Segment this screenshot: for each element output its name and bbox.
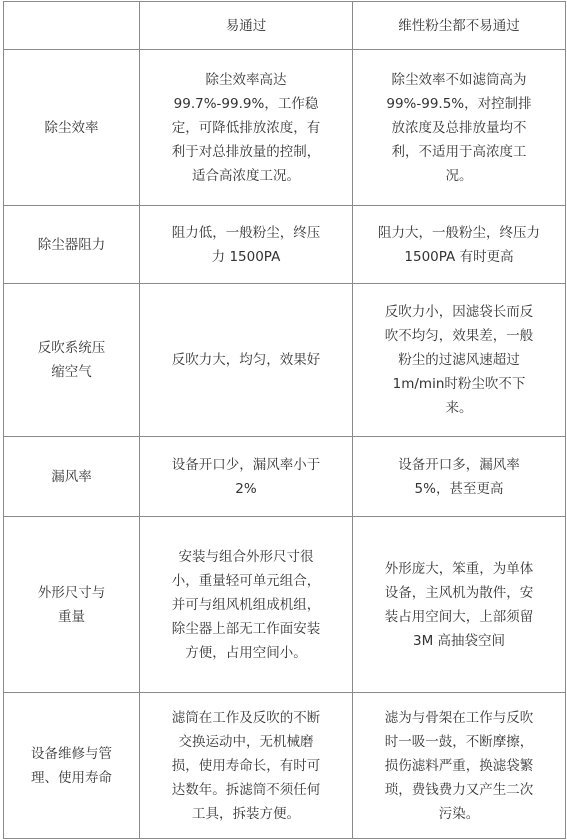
cell-filter-cartridge: 除尘效率高达99.7%-99.9%，工作稳定，可降低排放浓度，有利于对总排放量的控制，适合高浓度工况。 [140, 50, 353, 206]
table-row-maintenance [4, 693, 566, 839]
cell-filter-cartridge: 反吹力大，均匀，效果好 [140, 284, 353, 437]
cell-filter-cartridge: 阻力低，一般粉尘，终压力 1500PA [140, 206, 353, 284]
row-label: 除尘器阻力 [4, 206, 140, 284]
cell-filter-bag: 外形庞大，笨重，为单体设备，主风机为散件，安装占用空间大，上部须留 3M 高抽袋空间 [353, 517, 566, 693]
header-cell-hard-pass: 维性粉尘都不易通过 [353, 2, 566, 50]
table-row-size-weight [4, 517, 566, 693]
row-label: 外形尺寸与重量 [4, 517, 140, 693]
cell-filter-bag: 反吹力小，因滤袋长而反吹不均匀，效果差，一般粉尘的过滤风速超过 1m/min时粉尘吹不下来。 [353, 284, 566, 437]
cell-filter-bag: 阻力大，一般粉尘，终压力 1500PA 有时更高 [353, 206, 566, 284]
cell-filter-bag: 滤为与骨架在工作与反吹时一吸一鼓，不断摩擦，损伤滤料严重，换滤袋繁琐，费钱费力又产生二次污染。 [353, 693, 566, 839]
table-row-leakage [4, 437, 566, 517]
cell-filter-bag: 设备开口多，漏风率 5%，甚至更高 [353, 437, 566, 517]
table-header-row [4, 2, 566, 50]
cell-filter-cartridge: 滤筒在工作及反吹的不断交换运动中，无机械磨损，使用寿命长，有时可达数年。拆滤筒不须任何工具，拆装方便。 [140, 693, 353, 839]
table-row-dust-efficiency [4, 50, 566, 206]
row-label: 漏风率 [4, 437, 140, 517]
cell-filter-cartridge: 设备开口少，漏风率小于 2% [140, 437, 353, 517]
row-label: 设备维修与管理、使用寿命 [4, 693, 140, 839]
row-label: 反吹系统压缩空气 [4, 284, 140, 437]
table-row-backflush [4, 284, 566, 437]
cell-filter-bag: 除尘效率不如滤筒高为 99%-99.5%，对控制排放浓度及总排放量均不利，不适用于高浓度工况。 [353, 50, 566, 206]
cell-filter-cartridge: 安装与组合外形尺寸很小，重量轻可单元组合，并可与组风机组成机组，除尘器上部无工作面安装方便，占用空间小。 [140, 517, 353, 693]
header-cell-easy-pass: 易通过 [140, 2, 353, 50]
comparison-table [3, 1, 566, 839]
row-label: 除尘效率 [4, 50, 140, 206]
table-row-resistance [4, 206, 566, 284]
header-cell-empty [4, 2, 140, 50]
